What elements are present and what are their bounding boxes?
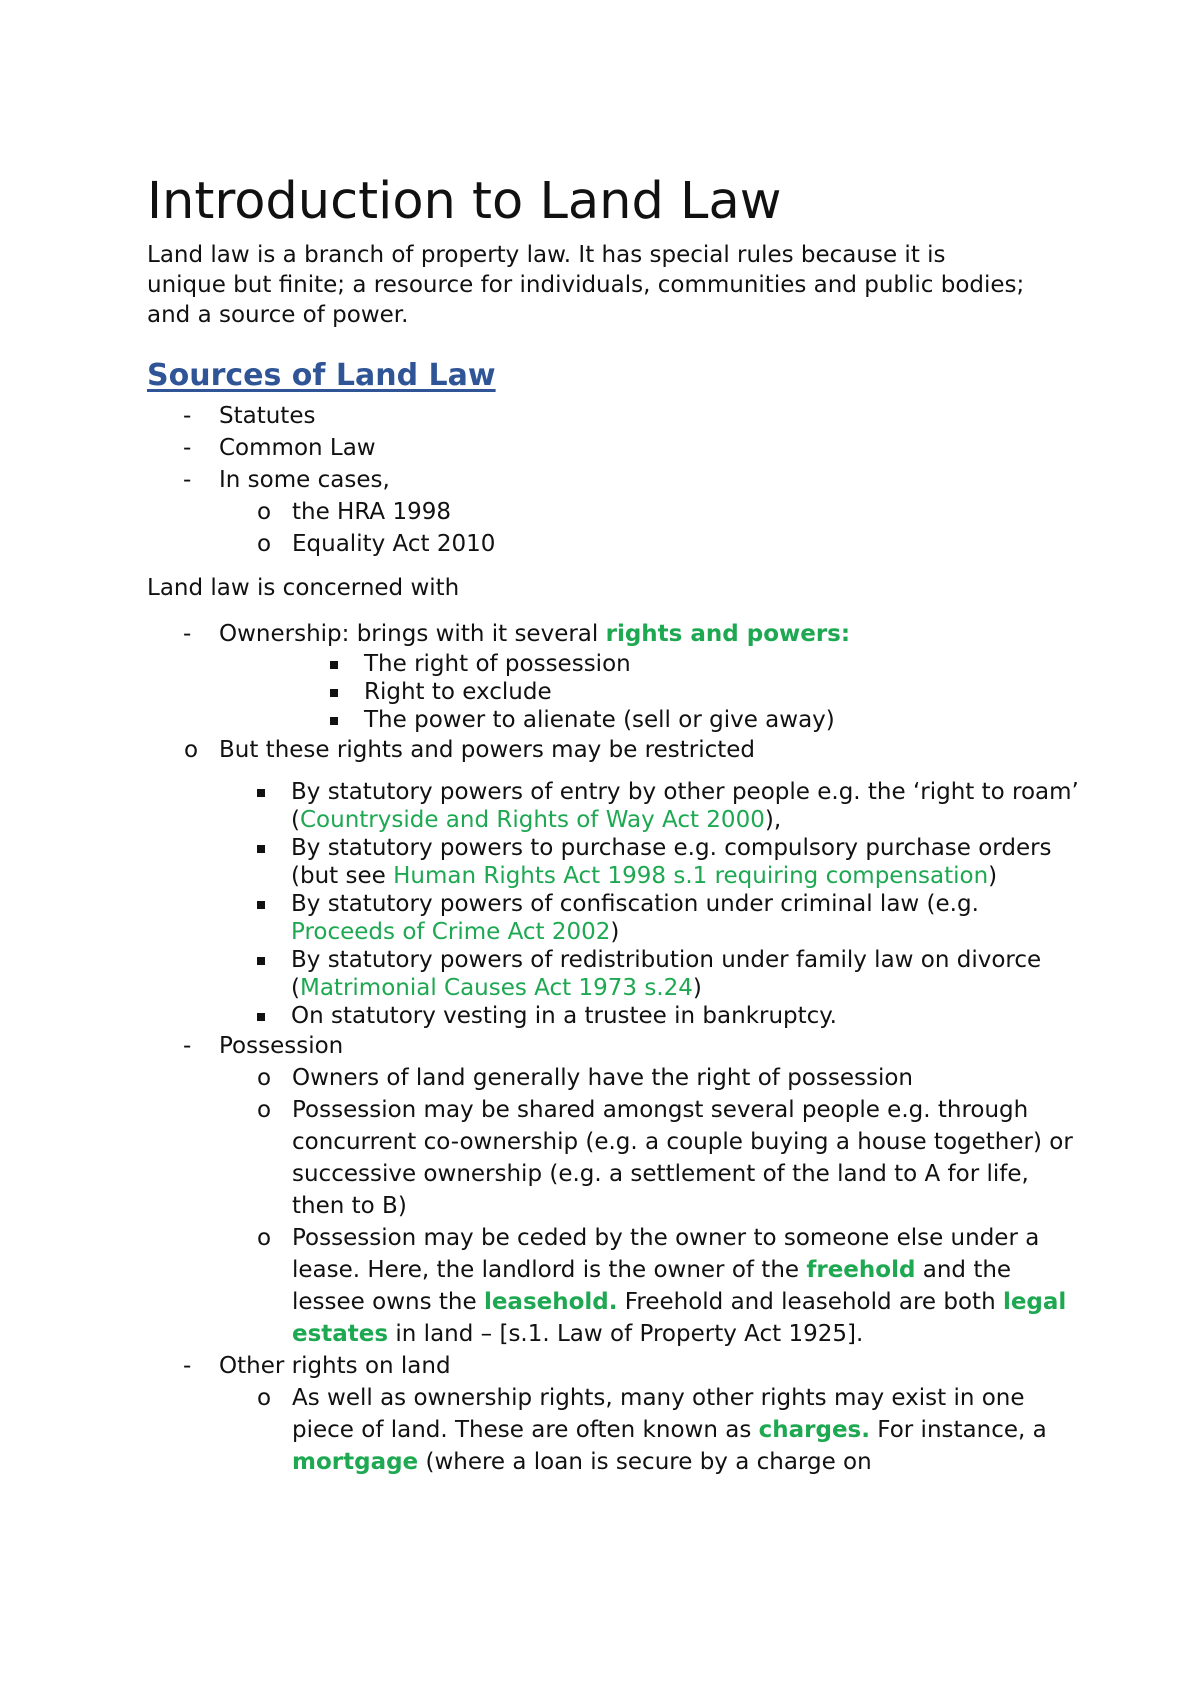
ownership-sub-list [219,650,1080,1030]
ownership-item: - Ownership: brings with it several rights and powers: The right of possession Right to exclude The power to alienate (sell or give away) o But these rights and powers may be restricted By statutory powers of entry by other people e.g. the ‘right to roam’ (Countryside and Rights of Way Act 2000), By statutory powers to purchase e.g. compulsory purchase orders (but see Human Rights Act 1998 s.1 requiring compensation) By statutory powers of confiscation under criminal law (e.g. Proceeds of Crime Act 2002) By statutory powers of redistribution under family law on divorce (Matrimonial Causes Act 1973 s.24) On statutory vesting in a trustee in bankruptcy. [147,618,1080,1030]
concerns-list [147,618,1080,1478]
list-item: The right of possession [292,650,1080,678]
circle-bullet-icon [257,1382,271,1414]
list-item: By statutory powers of entry by other people e.g. the ‘right to roam’ (Countryside and Rights of Way Act 2000), [219,778,1080,834]
list-item: o Equality Act 2010 [219,528,1080,560]
possession-sub-list [219,1062,1080,1350]
possession-item: - Possession o Owners of land generally have the right of possession o Possession may be shared amongst several people e.g. through concurrent co-ownership (e.g. a couple buying a house together) or successive ownership (e.g. a settlement of the land to A for life, then to B) o Possession may be ceded by the owner to someone else under a lease. Here, the landlord is the owner of the freehold and the lessee owns the leasehold. Freehold and leasehold are both legal estates in land – [s.1. Law of Property Act 1925]. [147,1030,1080,1350]
dash-bullet-icon [183,1030,191,1062]
list-item: The power to alienate (sell or give away) [292,706,1080,734]
list-item: By statutory powers of redistribution under family law on divorce (Matrimonial Causes Act 1973 s.24) [219,946,1080,1002]
list-item: Right to exclude [292,678,1080,706]
list-item: - Common Law [147,432,1080,464]
list-item: By statutory powers of confiscation under criminal law (e.g. Proceeds of Crime Act 2002) [219,890,1080,946]
sources-list [147,400,1080,560]
list-item: On statutory vesting in a trustee in bankruptcy. [219,1002,1080,1030]
square-bullet-icon [330,661,338,669]
circle-bullet-icon [257,1062,271,1094]
square-bullet-icon [257,1013,265,1021]
other-rights-item: - Other rights on land o As well as ownership rights, many other rights may exist in one piece of land. These are often known as charges. For instance, a mortgage (where a loan is secure by a charge on [147,1350,1080,1478]
square-bullet-icon [330,717,338,725]
list-item: - In some cases, o the HRA 1998 o Equality Act 2010 [147,464,1080,560]
page-title: Introduction to Land Law [147,172,782,231]
concerned-with-paragraph: Land law is concerned with [147,575,460,601]
dash-bullet-icon [183,618,191,650]
square-bullet-icon [257,957,265,965]
dash-bullet-icon [183,432,191,464]
intro-paragraph: Land law is a branch of property law. It has special rules because it is unique but finite; a resource for individuals, communities and public bodies; and a source of power. [147,242,1025,328]
circle-bullet-icon [257,1222,271,1254]
dash-bullet-icon [183,1350,191,1382]
dash-bullet-icon [183,464,191,496]
list-item: o Owners of land generally have the right of possession [219,1062,1080,1094]
circle-bullet-icon [257,528,271,560]
square-bullet-icon [330,689,338,697]
square-bullet-icon [257,901,265,909]
list-item: o As well as ownership rights, many other rights may exist in one piece of land. These are often known as charges. For instance, a mortgage (where a loan is secure by a charge on [219,1382,1080,1478]
list-item: By statutory powers to purchase e.g. compulsory purchase orders (but see Human Rights Act 1998 s.1 requiring compensation) [219,834,1080,890]
circle-bullet-icon [184,734,198,766]
circle-bullet-icon [257,1094,271,1126]
dash-bullet-icon [183,400,191,432]
list-item: o Possession may be ceded by the owner to someone else under a lease. Here, the landlord is the owner of the freehold and the lessee owns the leasehold. Freehold and leasehold are both legal estates in land – [s.1. Law of Property Act 1925]. [219,1222,1080,1350]
rights-list [292,650,1080,734]
list-item: - Statutes [147,400,1080,432]
circle-bullet-icon [257,496,271,528]
square-bullet-icon [257,845,265,853]
square-bullet-icon [257,789,265,797]
restrictions-list [219,778,1080,1030]
list-item: o But these rights and powers may be restricted By statutory powers of entry by other people e.g. the ‘right to roam’ (Countryside and Rights of Way Act 2000), By statutory powers to purchase e.g. compulsory purchase orders (but see Human Rights Act 1998 s.1 requiring compensation) By statutory powers of confiscation under criminal law (e.g. Proceeds of Crime Act 2002) By statutory powers of redistribution under family law on divorce (Matrimonial Causes Act 1973 s.24) On statutory vesting in a trustee in bankruptcy. [146,734,1080,1030]
other-rights-sub-list [219,1382,1080,1478]
list-item: o the HRA 1998 [219,496,1080,528]
section-heading-sources: Sources of Land Law [147,358,496,393]
sources-sub-list [219,496,1080,560]
list-item: o Possession may be shared amongst several people e.g. through concurrent co-ownership (e.g. a couple buying a house together) or successive ownership (e.g. a settlement of the land to A for life, then to B) [219,1094,1080,1222]
list-item [219,650,1080,734]
